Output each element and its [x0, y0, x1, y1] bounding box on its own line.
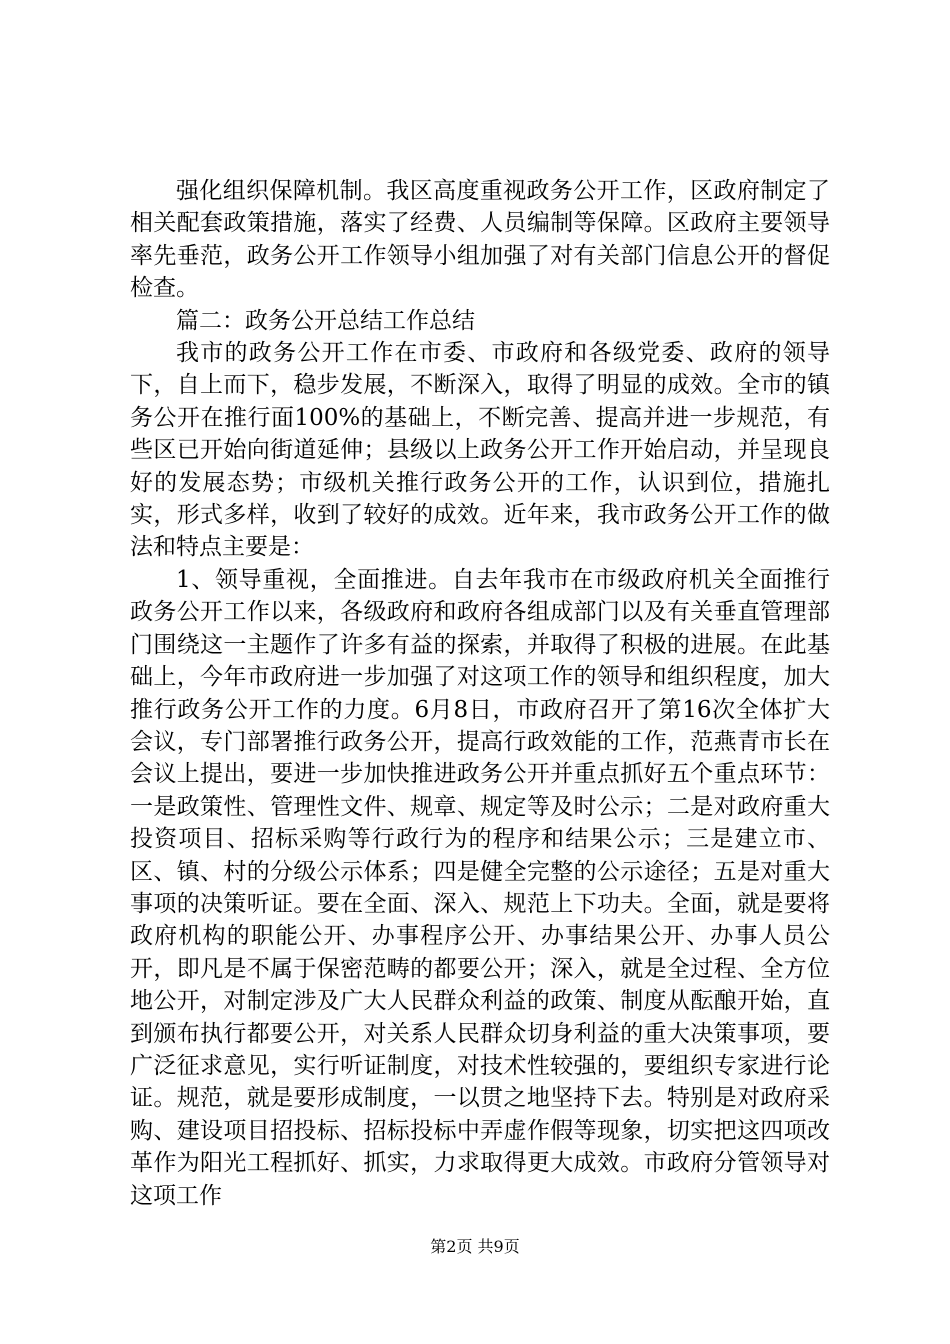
page-number-footer: 第2页 共9页 — [430, 1237, 520, 1256]
paragraph-overview: 我市的政务公开工作在市委、市政府和各级党委、政府的领导下，自上而下，稳步发展，不断深入，取得了明显的成效。全市的镇务公开在推行面100%的基础上，不断完善、提高并进一步规范，有些区已开始向街道延伸；县级以上政务公开工作开始启动，并呈现良好的发展态势；市级机关推行政务公开的工作，认识到位，措施扎实，形式多样，收到了较好的成效。近年来，我市政务公开工作的做法和特点主要是： — [130, 340, 830, 561]
document-body — [130, 175, 830, 1212]
paragraph-leadership: 1、领导重视，全面推进。自去年我市在市级政府机关全面推行政务公开工作以来，各级政府和政府各组成部门以及有关垂直管理部门围绕这一主题作了许多有益的探索，并取得了积极的进展。在此基础上，今年市政府进一步加强了对这项工作的领导和组织程度，加大推行政务公开工作的力度。6月8日，市政府召开了第16次全体扩大会议，专门部署推行政务公开，提高行政效能的工作，范燕青市长在会议上提出，要进一步加快推进政务公开并重点抓好五个重点环节：一是政策性、管理性文件、规章、规定等及时公示；二是对政府重大投资项目、招标采购等行政行为的程序和结果公示；三是建立市、区、镇、村的分级公示体系；四是健全完整的公示途径；五是对重大事项的决策听证。要在全面、深入、规范上下功夫。全面，就是要将政府机构的职能公开、办事程序公开、办事结果公开、办事人员公开，即凡是不属于保密范畴的都要公开；深入，就是全过程、全方位地公开，对制定涉及广大人民群众利益的政策、制度从酝酿开始，直到颁布执行都要公开，对关系人民群众切身利益的重大决策事项，要广泛征求意见，实行听证制度，对技术性较强的，要组织专家进行论证。规范，就是要形成制度，一以贯之地坚持下去。特别是对政府采购、建设项目招投标、招标投标中弄虚作假等现象，切实把这四项改革作为阳光工程抓好、抓实，力求取得更大成效。市政府分管领导对这项工作 — [130, 566, 830, 1209]
section-heading: 篇二：政务公开总结工作总结 — [176, 307, 475, 334]
paragraph-guarantee-mechanism: 强化组织保障机制。我区高度重视政务公开工作，区政府制定了相关配套政策措施，落实了经费、人员编制等保障。区政府主要领导率先垂范，政务公开工作领导小组加强了对有关部门信息公开的督促检查。 — [130, 178, 830, 302]
